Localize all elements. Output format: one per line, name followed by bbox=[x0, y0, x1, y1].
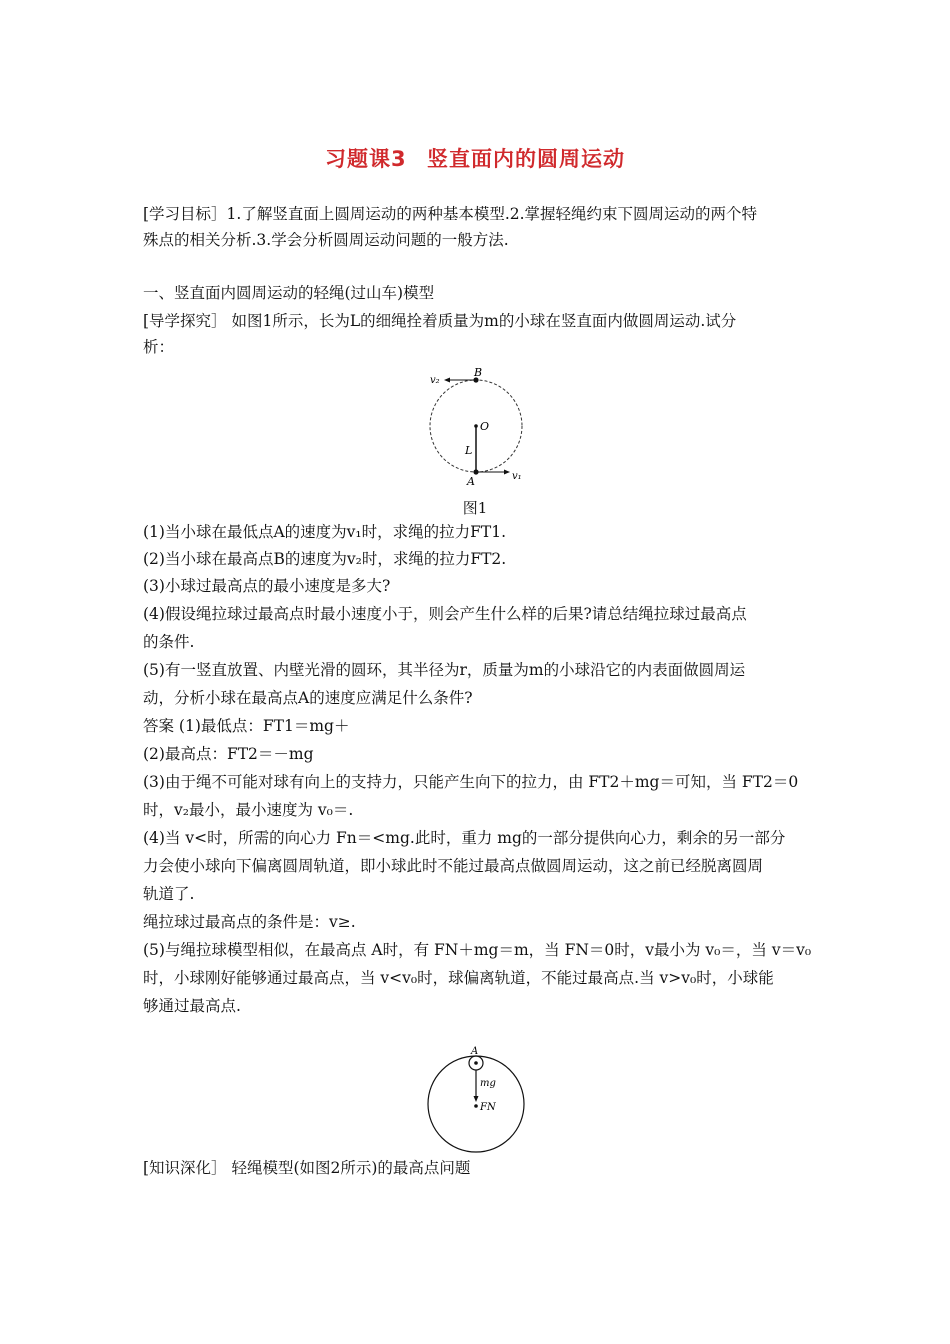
circle-center bbox=[474, 1104, 478, 1108]
question-4-line-2: 的条件. bbox=[143, 633, 195, 651]
center-point bbox=[474, 424, 478, 428]
knowledge-line-1: [知识深化］ 轻绳模型(如图2所示)的最高点问题 bbox=[143, 1159, 471, 1177]
answer-line-7: 轨道了. bbox=[143, 885, 195, 903]
question-3: (3)小球过最高点的最小速度是多大? bbox=[143, 577, 391, 595]
label-A: A bbox=[467, 475, 475, 488]
ball-center bbox=[474, 1061, 478, 1065]
answer-line-11: 够通过最高点. bbox=[143, 997, 241, 1015]
answer-line-2: (2)最高点：FT2＝－mg bbox=[143, 745, 314, 763]
answer-line-10: 时，小球刚好能够通过最高点，当 v<v₀时，球偏离轨道，不能过最高点.当 v>v₀时，小球能 bbox=[143, 969, 774, 987]
guide-line-2: 析： bbox=[143, 338, 175, 356]
answer-line-9: (5)与绳拉球模型相似，在最高点 A时，有 FN＋mg＝m，当 FN＝0时，v最小为 v₀＝，当 v＝v₀ bbox=[143, 941, 812, 959]
page-title bbox=[0, 143, 950, 173]
answer-line-8: 绳拉球过最高点的条件是：v≥. bbox=[143, 913, 356, 931]
answer-line-4: 时，v₂最小，最小速度为 v₀＝. bbox=[143, 801, 354, 819]
label-A-fig2: A bbox=[471, 1046, 479, 1057]
label-FN: FN bbox=[480, 1102, 496, 1113]
label-B: B bbox=[474, 366, 483, 379]
question-1: (1)当小球在最低点A的速度为v₁时，求绳的拉力FT1. bbox=[143, 523, 507, 541]
label-L: L bbox=[465, 444, 473, 457]
question-2: (2)当小球在最高点B的速度为v₂时，求绳的拉力FT2. bbox=[143, 550, 507, 568]
guide-line-1: [导学探究］ 如图1所示，长为L的细绳拴着质量为m的小球在竖直面内做圆周运动.试分 bbox=[143, 312, 737, 330]
objectives-line-1: [学习目标］1.了解竖直面上圆周运动的两种基本模型.2.掌握轻绳约束下圆周运动的两个特 bbox=[143, 205, 758, 223]
figure-1-caption: 图1 bbox=[462, 499, 488, 517]
question-5-line-2: 动，分析小球在最高点A的速度应满足什么条件? bbox=[143, 689, 473, 707]
label-mg: mg bbox=[480, 1078, 496, 1089]
question-4-line-1: (4)假设绳拉球过最高点时最小速度小于，则会产生什么样的后果?请总结绳拉球过最高点 bbox=[143, 605, 747, 623]
answer-line-6: 力会使小球向下偏离圆周轨道，即小球此时不能过最高点做圆周运动，这之前已经脱离圆周 bbox=[143, 857, 764, 875]
title-part1: 习题课3 bbox=[325, 147, 407, 171]
objectives-line-2: 殊点的相关分析.3.学会分析圆周运动问题的一般方法. bbox=[143, 231, 509, 249]
label-O: O bbox=[480, 420, 490, 433]
label-v2: v₂ bbox=[430, 375, 440, 386]
answer-line-5: (4)当 v<时，所需的向心力 Fn＝<mg.此时，重力 mg的一部分提供向心力，剩余的另一部分 bbox=[143, 829, 786, 847]
force-arrowhead bbox=[474, 1096, 479, 1102]
arrowhead-v1 bbox=[504, 470, 510, 475]
answer-line-3: (3)由于绳不可能对球有向上的支持力，只能产生向下的拉力，由 FT2＋mg＝可知，当 FT2＝0 bbox=[143, 773, 799, 791]
figure-2-diagram bbox=[410, 1022, 540, 1154]
answer-line-1: 答案 (1)最低点：FT1＝mg＋ bbox=[143, 717, 350, 735]
title-part2: 竖直面内的圆周运动 bbox=[426, 147, 625, 171]
figure-1-diagram bbox=[420, 362, 540, 492]
question-5-line-1: (5)有一竖直放置、内壁光滑的圆环，其半径为r，质量为m的小球沿它的内表面做圆周运 bbox=[143, 661, 746, 679]
section-heading: 一、竖直面内圆周运动的轻绳(过山车)模型 bbox=[143, 284, 435, 302]
label-v1: v₁ bbox=[512, 471, 522, 482]
arrowhead-v2 bbox=[444, 378, 450, 383]
